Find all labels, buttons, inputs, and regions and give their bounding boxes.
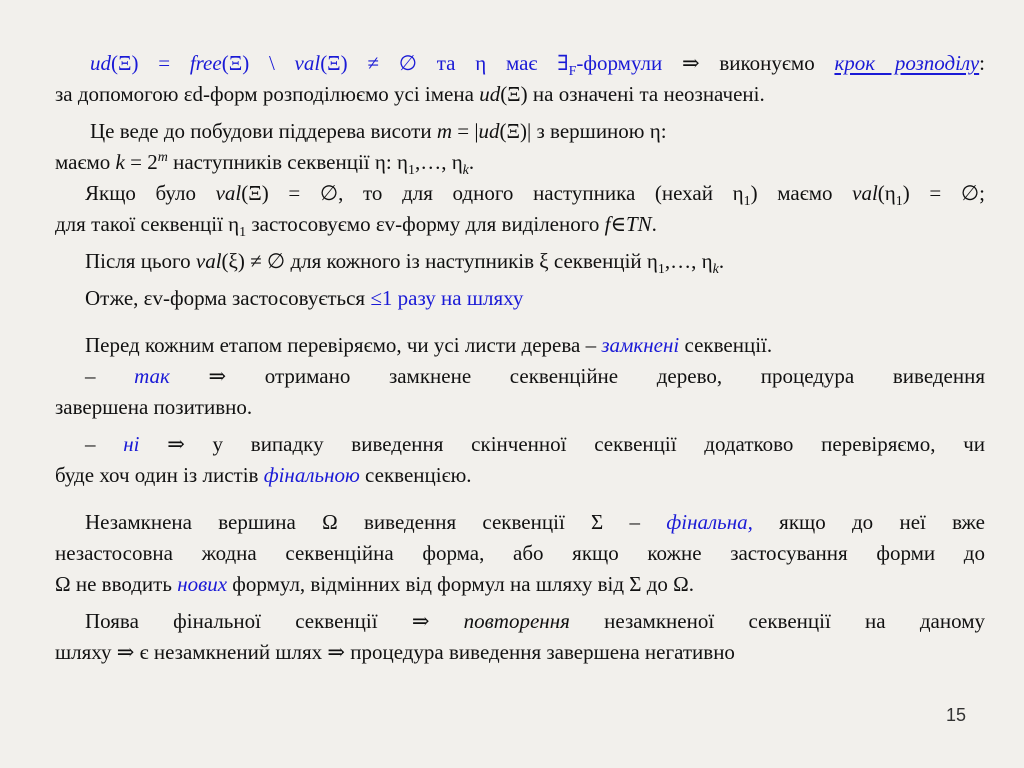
final-term: фінальна, xyxy=(666,510,753,534)
paragraph-9-line-2: незастосовна жодна секвенційна форма, або якщо кожне застосування форми до xyxy=(55,541,985,565)
text: Отже, εv-форма застосовується xyxy=(85,286,371,310)
subscript: 1 xyxy=(657,262,665,278)
text: ,…, η xyxy=(414,150,463,174)
paragraph-7-line-2: завершена позитивно. xyxy=(55,395,253,419)
text: виконуємо xyxy=(699,51,835,75)
paragraph-8-line-1 xyxy=(55,429,985,460)
text: = | xyxy=(451,119,479,143)
text: : xyxy=(979,51,985,75)
subscript: k xyxy=(462,163,469,179)
text: формул, відмінних від формул на шляху від Σ до Ω. xyxy=(227,572,695,596)
paragraph-3-line-1 xyxy=(55,178,985,209)
text: Перед кожним етапом перевіряємо, чи усі листи дерева – xyxy=(85,333,602,357)
subscript: F xyxy=(568,64,577,80)
paragraph-2-line-2 xyxy=(55,147,985,178)
text: ∈ xyxy=(610,212,626,236)
text: Якщо було xyxy=(85,181,216,205)
paragraph-5 xyxy=(55,283,985,314)
text: наступників секвенції η: η xyxy=(167,150,408,174)
text: -формули xyxy=(576,51,683,75)
no-term: ні xyxy=(123,432,140,456)
yes-term: так xyxy=(134,364,170,388)
text: ⇒ отримано замкнене секвенційне дерево, процедура виведення xyxy=(169,364,985,388)
val-term: val xyxy=(294,51,321,75)
ud-term: ud xyxy=(479,82,501,106)
text: (ξ) ≠ ∅ для кожного із наступників ξ секвенцій η xyxy=(221,249,658,273)
subscript: k xyxy=(712,262,719,278)
ud-term: ud xyxy=(478,119,500,143)
text: Незамкнена вершина Ω виведення секвенції Σ – xyxy=(85,510,667,534)
new-term: нових xyxy=(177,572,228,596)
paragraph-7-line-1 xyxy=(55,361,985,392)
subscript: 1 xyxy=(239,225,247,241)
text: = 2 xyxy=(124,150,158,174)
distribution-step-term: крок розподілу xyxy=(834,51,980,75)
paragraph-3-line-2 xyxy=(55,209,985,240)
paragraph-2-line-1 xyxy=(55,116,985,147)
text: ) = ∅; xyxy=(902,181,986,205)
val-term: val xyxy=(215,181,242,205)
paragraph-10-line-2: шляху ⇒ є незамкнений шлях ⇒ процедура виведення завершена негативно xyxy=(55,640,735,664)
text: (Ξ) = xyxy=(111,51,190,75)
paragraph-1-line-2 xyxy=(55,79,985,110)
subscript: 1 xyxy=(895,194,903,210)
text: застосовуємо εv-форму для виділеного xyxy=(246,212,605,236)
text: ⇒ у випадку виведення скінченної секвенції додатково перевіряємо, чи xyxy=(139,432,985,456)
text: – xyxy=(85,364,135,388)
text: (Ξ) ≠ ∅ та η має ∃ xyxy=(320,51,569,75)
at-most-once-note: ≤1 разу на шляху xyxy=(370,286,524,310)
k-var: k xyxy=(115,150,125,174)
paragraph-6 xyxy=(55,330,985,361)
text: ,…, η xyxy=(664,249,713,273)
paragraph-9-line-3 xyxy=(55,569,985,600)
text: якщо до неї вже xyxy=(752,510,985,534)
final-term: фінальною xyxy=(263,463,360,487)
repetition-term: повторення xyxy=(463,609,570,633)
text: Після цього xyxy=(85,249,196,273)
slide-body xyxy=(55,48,985,668)
superscript: m xyxy=(157,150,168,165)
text: (η xyxy=(877,181,896,205)
text: Ω не вводить xyxy=(55,572,178,596)
paragraph-1-line-1 xyxy=(55,48,985,79)
paragraph-9-line-1 xyxy=(55,507,985,538)
paragraph-10-line-1 xyxy=(55,606,985,637)
ud-term: ud xyxy=(90,51,111,75)
m-var: m xyxy=(436,119,452,143)
free-term: free xyxy=(189,51,222,75)
val-term: val xyxy=(852,181,878,205)
f-var: f xyxy=(604,212,611,236)
text: секвенції. xyxy=(679,333,773,357)
paragraph-4 xyxy=(55,246,985,277)
text: буде хоч один із листів xyxy=(55,463,264,487)
implies-symbol: ⇒ xyxy=(682,51,700,75)
text: (Ξ)| з вершиною η: xyxy=(499,119,667,143)
text: маємо xyxy=(55,150,116,174)
text: для такої секвенції η xyxy=(55,212,240,236)
subscript: 1 xyxy=(407,163,415,179)
subscript: 1 xyxy=(743,194,751,210)
text: . xyxy=(468,150,475,174)
text: за допомогою εd-форм розподілюємо усі імена xyxy=(55,82,480,106)
text: незамкненої секвенції на даному xyxy=(569,609,985,633)
text: секвенцією. xyxy=(359,463,472,487)
text: – xyxy=(85,432,124,456)
tn-term: TN xyxy=(625,212,652,236)
text: Це веде до побудови піддерева висоти xyxy=(90,119,437,143)
paragraph-8-line-2 xyxy=(55,460,985,491)
page-number: 15 xyxy=(945,705,966,725)
text: . xyxy=(651,212,657,236)
text: (Ξ) на означені та неозначені. xyxy=(500,82,765,106)
text: (Ξ) = ∅, то для одного наступника (нехай η xyxy=(241,181,744,205)
val-term: val xyxy=(195,249,222,273)
text: (Ξ) \ xyxy=(221,51,295,75)
text: Поява фінальної секвенції ⇒ xyxy=(85,609,464,633)
text: . xyxy=(718,249,725,273)
text: ) маємо xyxy=(750,181,853,205)
closed-term: замкнені xyxy=(601,333,680,357)
